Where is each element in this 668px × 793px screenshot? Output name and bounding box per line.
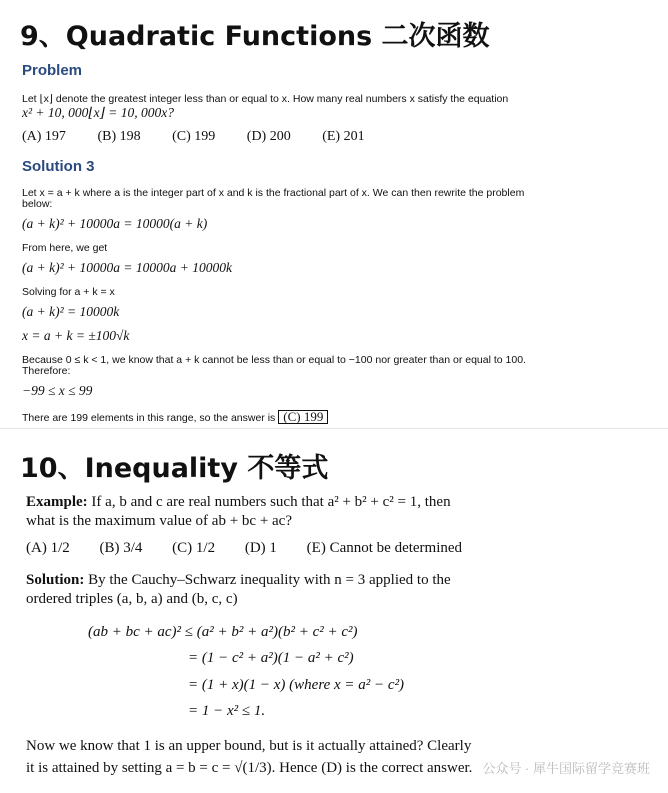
solution-text-4: Because 0 ≤ k < 1, we know that a + k cannot be less than or equal to −100 nor greater than or equal to 100. — [22, 354, 526, 366]
problem-text-line1: Let ⌊x⌋ denote the greatest integer less than or equal to x. How many real numbers x satisfy the equation — [22, 93, 509, 105]
solution-text-line1: By the Cauchy–Schwarz inequality with n = 3 applied to the — [88, 572, 451, 588]
solution-line-2: ordered triples (a, b, a) and (b, c, c) — [26, 591, 238, 607]
inequality-line-1: (ab + bc + ac)² ≤ (a² + b² + a²)(b² + c² + c²) — [88, 624, 358, 640]
section-10-title: 10、Inequality 不等式 — [20, 453, 329, 484]
problem-heading: Problem — [22, 62, 83, 79]
example-text-1: If a, b and c are real numbers such that a² + b² + c² = 1, then — [91, 494, 451, 510]
solution-text-4b: Therefore: — [22, 365, 71, 377]
closing-line-1: Now we know that 1 is an upper bound, but is it actually attained? Clearly — [26, 738, 472, 754]
inequality-line-2: = (1 − c² + a²)(1 − a² + c²) — [188, 650, 354, 666]
example-line-2: what is the maximum value of ab + bc + ac? — [26, 513, 293, 529]
section-divider — [0, 428, 668, 429]
closing-line-2: it is attained by setting a = b = c = √(1/3). Hence (D) is the correct answer. — [26, 760, 473, 776]
solution-text-1b: below: — [22, 198, 53, 210]
equation-1: (a + k)² + 10000a = 10000(a + k) — [22, 216, 208, 231]
choice-d: (D) 200 — [246, 129, 291, 144]
watermark: 公众号 · 犀牛国际留学竞赛班 — [482, 761, 650, 776]
choice-a: (A) 197 — [22, 129, 66, 144]
conclusion-text — [22, 410, 328, 424]
problem-choices — [22, 129, 393, 145]
example-choice-e: (E) Cannot be determined — [306, 540, 463, 556]
example-label: Example: — [26, 494, 88, 510]
problem-equation: x² + 10, 000⌊x⌋ = 10, 000x? — [22, 105, 175, 120]
boxed-answer: (C) 199 — [278, 410, 328, 424]
solution-text-3: Solving for a + k = x — [22, 286, 115, 298]
example-choice-d: (D) 1 — [244, 540, 277, 556]
example-choice-c: (C) 1/2 — [172, 540, 216, 556]
solution-heading: Solution 3 — [22, 158, 95, 175]
choice-c: (C) 199 — [172, 129, 216, 144]
inequality-line-4: = 1 − x² ≤ 1. — [188, 703, 266, 719]
conclusion-sentence: There are 199 elements in this range, so the answer is — [22, 412, 276, 424]
choice-e: (E) 201 — [322, 129, 365, 144]
solution-text-1: Let x = a + k where a is the integer part of x and k is the fractional part of x. We can then rewrite the problem — [22, 187, 525, 199]
choice-b: (B) 198 — [97, 129, 141, 144]
equation-3: (a + k)² = 10000k — [22, 304, 120, 319]
equation-5: −99 ≤ x ≤ 99 — [22, 383, 93, 398]
example-choices — [26, 539, 462, 558]
equation-2: (a + k)² + 10000a = 10000a + 10000k — [22, 260, 232, 275]
solution-label: Solution: — [26, 572, 85, 588]
inequality-line-3: = (1 + x)(1 − x) (where x = a² − c²) — [188, 677, 405, 693]
solution-line-1 — [26, 571, 451, 590]
example-choice-b: (B) 3/4 — [99, 540, 143, 556]
section-9-title: 9、Quadratic Functions 二次函数 — [20, 21, 490, 52]
example-choice-a: (A) 1/2 — [26, 540, 70, 556]
equation-4: x = a + k = ±100√k — [22, 328, 130, 343]
solution-text-2: From here, we get — [22, 242, 108, 254]
example-line-1 — [26, 493, 451, 512]
